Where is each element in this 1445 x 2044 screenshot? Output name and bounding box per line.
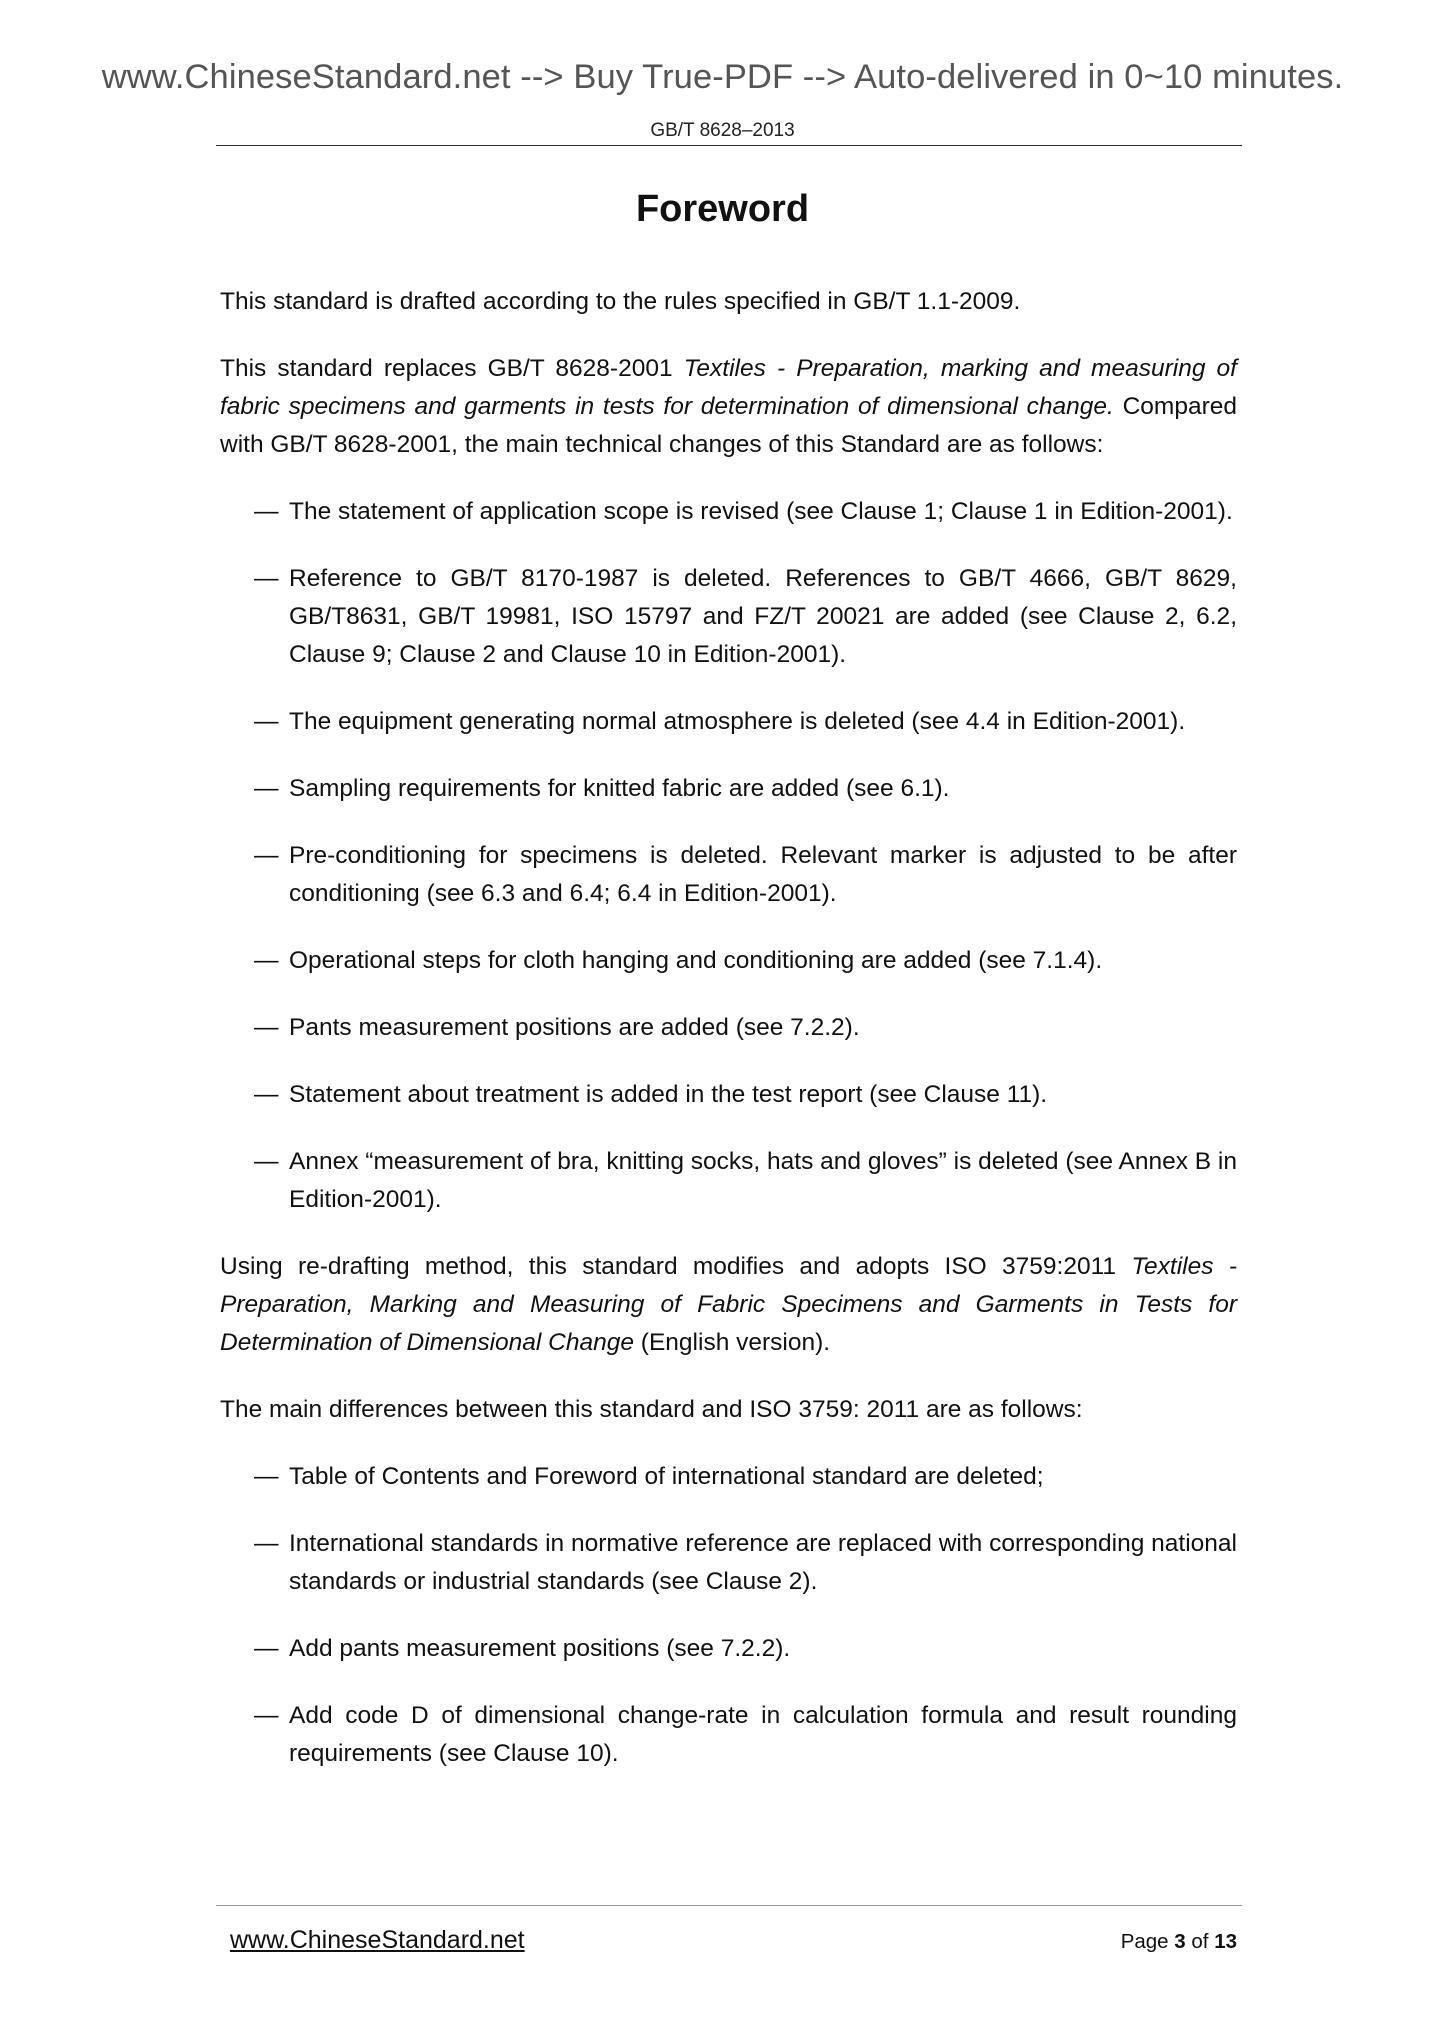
page-prefix: Page xyxy=(1120,1930,1175,1953)
list-item-text: International standards in normative reference are replaced with corresponding national standards or industrial standards (see Clause 2). xyxy=(289,1530,1237,1595)
page-mid: of xyxy=(1185,1930,1215,1953)
dash-bullet: — xyxy=(254,1081,279,1108)
dash-bullet: — xyxy=(254,842,279,869)
top-banner: www.ChineseStandard.net --> Buy True-PDF --> Auto-delivered in 0~10 minutes. xyxy=(101,58,1344,96)
list-item xyxy=(254,1697,1237,1773)
dash-bullet: — xyxy=(254,708,279,735)
paragraph-adoption xyxy=(220,1248,1237,1362)
foreword-body xyxy=(220,283,1237,1802)
list-item-text: Table of Contents and Foreword of international standard are deleted; xyxy=(289,1463,1044,1490)
iso-standard-title: Textiles - Preparation, Marking and Measuring of Fabric Specimens and Garments in Tests for Determination of Dimensional Change xyxy=(220,1253,1237,1356)
page-total: 13 xyxy=(1214,1930,1237,1953)
dash-bullet: — xyxy=(254,1014,279,1041)
footer-website-link[interactable]: www.ChineseStandard.net xyxy=(230,1926,525,1954)
list-item xyxy=(254,942,1237,980)
list-item-text: Add code D of dimensional change-rate in calculation formula and result rounding requirements (see Clause 10). xyxy=(289,1702,1237,1767)
list-item xyxy=(254,770,1237,808)
replaces-text: This standard replaces GB/T 8628-2001 xyxy=(220,355,684,382)
list-item-text: The statement of application scope is revised (see Clause 1; Clause 1 in Edition-2001). xyxy=(289,498,1233,525)
header-divider xyxy=(216,145,1242,146)
page-current: 3 xyxy=(1174,1930,1186,1953)
footer-divider xyxy=(216,1905,1242,1906)
list-item xyxy=(254,1630,1237,1668)
paragraph-replaces xyxy=(220,350,1237,464)
list-item xyxy=(254,1525,1237,1601)
list-item-text: The equipment generating normal atmosphere is deleted (see 4.4 in Edition-2001). xyxy=(289,708,1186,735)
dash-bullet: — xyxy=(254,1463,279,1490)
list-item-text: Reference to GB/T 8170-1987 is deleted. References to GB/T 4666, GB/T 8629, GB/T8631, GB/T 19981, ISO 15797 and FZ/T 20021 are added (see Clause 2, 6.2, Clause 9; Clause 2 and Clause 10 in Edition-2001). xyxy=(289,565,1237,668)
list-item xyxy=(254,1076,1237,1114)
page-title: Foreword xyxy=(635,188,810,230)
list-item-text: Pants measurement positions are added (see 7.2.2). xyxy=(289,1014,860,1041)
list-item xyxy=(254,703,1237,741)
standard-code: GB/T 8628–2013 xyxy=(650,120,795,141)
list-item xyxy=(254,1009,1237,1047)
dash-bullet: — xyxy=(254,498,279,525)
differences-list xyxy=(220,1458,1237,1773)
list-item xyxy=(254,1458,1237,1496)
adoption-text: Using re-drafting method, this standard modifies and adopts ISO 3759:2011 xyxy=(220,1253,1132,1280)
list-item xyxy=(254,1143,1237,1219)
dash-bullet: — xyxy=(254,947,279,974)
paragraph-drafting-rules: This standard is drafted according to the rules specified in GB/T 1.1-2009. xyxy=(220,288,1021,315)
list-item-text: Add pants measurement positions (see 7.2.2). xyxy=(289,1635,791,1662)
paragraph-differences-intro: The main differences between this standard and ISO 3759: 2011 are as follows: xyxy=(220,1396,1083,1423)
list-item-text: Statement about treatment is added in the test report (see Clause 11). xyxy=(289,1081,1048,1108)
list-item xyxy=(254,560,1237,674)
page-number xyxy=(1121,1930,1237,1954)
dash-bullet: — xyxy=(254,1148,279,1175)
dash-bullet: — xyxy=(254,775,279,802)
list-item-text: Operational steps for cloth hanging and conditioning are added (see 7.1.4). xyxy=(289,947,1103,974)
adoption-text-cont: (English version). xyxy=(634,1329,831,1356)
list-item-text: Sampling requirements for knitted fabric are added (see 6.1). xyxy=(289,775,950,802)
dash-bullet: — xyxy=(254,1635,279,1662)
replaces-text-cont: Compared with GB/T 8628-2001, the main technical changes of this Standard are as follows: xyxy=(220,393,1237,458)
replaced-standard-title: Textiles - Preparation, marking and measuring of fabric specimens and garments in tests for determination of dimensional change. xyxy=(220,355,1237,420)
dash-bullet: — xyxy=(254,1702,279,1729)
list-item xyxy=(254,493,1237,531)
list-item xyxy=(254,837,1237,913)
list-item-text: Annex “measurement of bra, knitting socks, hats and gloves” is deleted (see Annex B in Edition-2001). xyxy=(289,1148,1237,1213)
list-item-text: Pre-conditioning for specimens is deleted. Relevant marker is adjusted to be after conditioning (see 6.3 and 6.4; 6.4 in Edition-2001). xyxy=(289,842,1237,907)
dash-bullet: — xyxy=(254,1530,279,1557)
technical-changes-list xyxy=(220,493,1237,1219)
dash-bullet: — xyxy=(254,565,279,592)
